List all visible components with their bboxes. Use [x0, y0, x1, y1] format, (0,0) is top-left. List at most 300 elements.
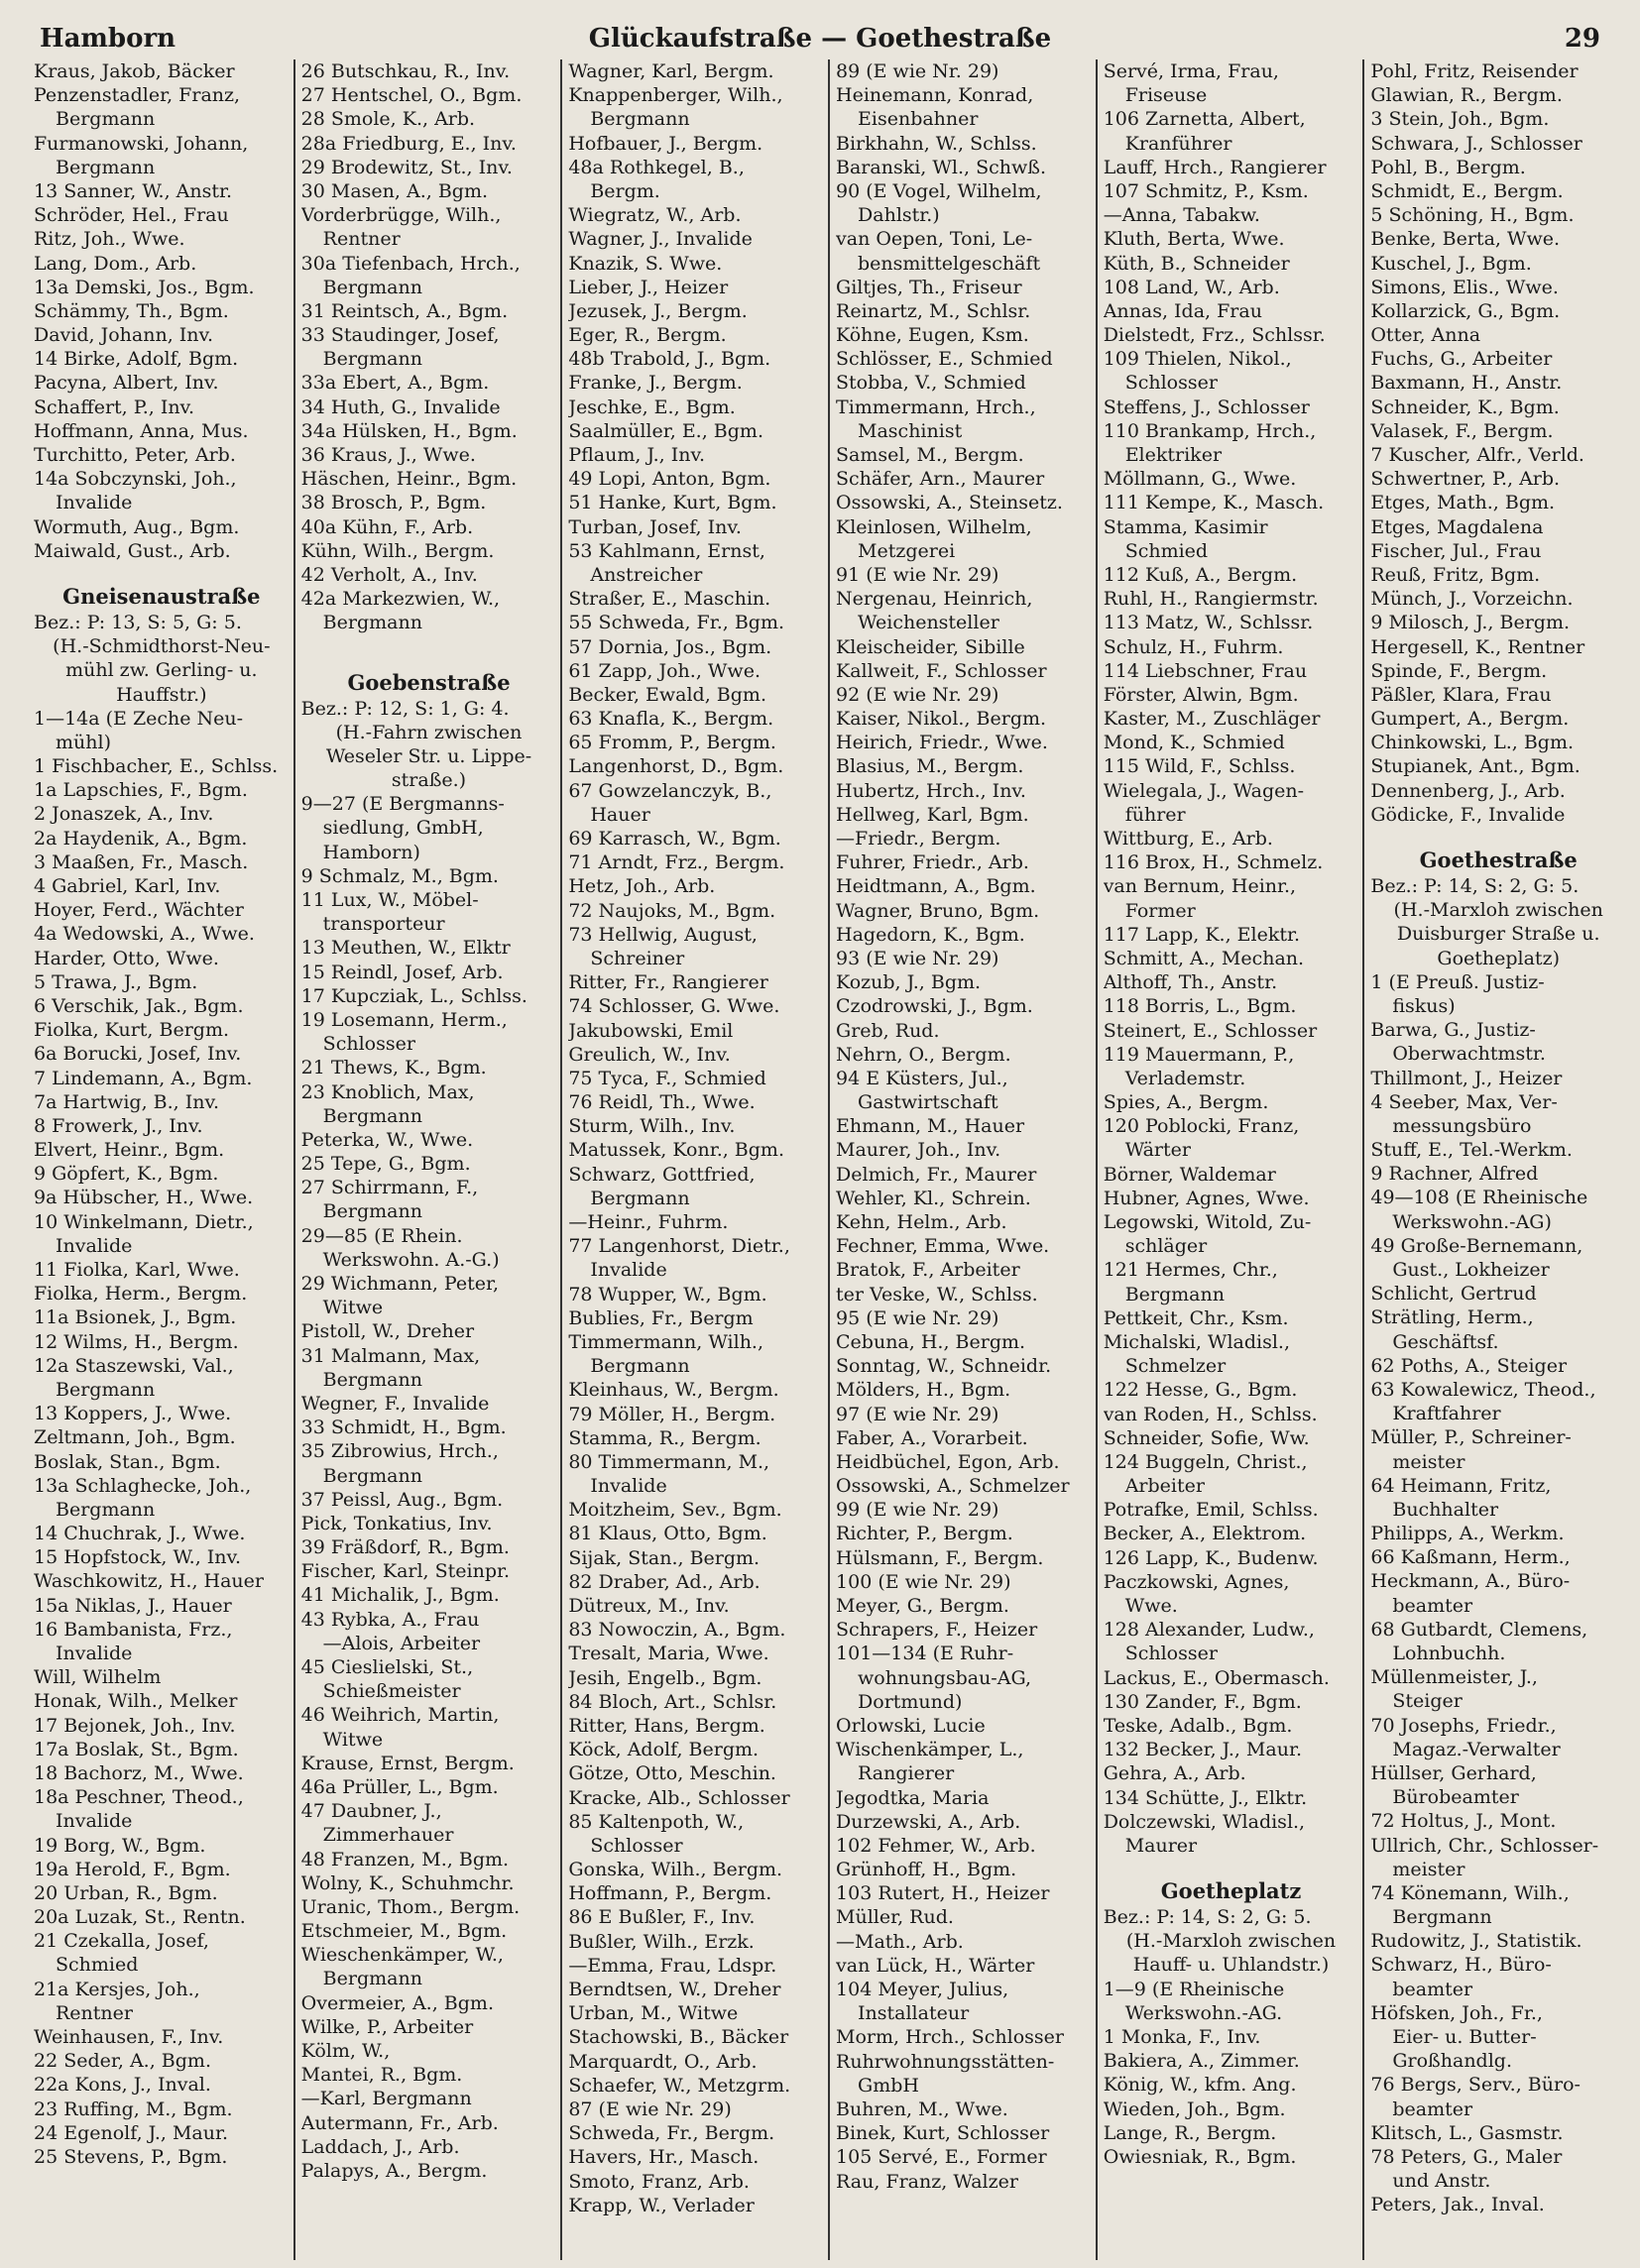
directory-entry: Harder, Otto, Wwe. [34, 947, 219, 969]
directory-entry: Paczkowski, Agnes, [1103, 1570, 1290, 1593]
entry-continuation: Schreiner [590, 947, 685, 969]
directory-entry: van Bernum, Heinr., [1103, 875, 1297, 898]
directory-entry: 1 Monka, F., Inv. [1103, 2026, 1261, 2048]
directory-entry: 74 Könemann, Wilh., [1370, 1881, 1570, 1904]
directory-entry: Maiwald, Gust., Arb. [34, 539, 231, 562]
directory-entry: Weinhausen, F., Inv. [34, 2026, 224, 2048]
directory-entry: 28 Smole, K., Arb. [300, 108, 476, 131]
directory-entry: 124 Buggeln, Christ., [1103, 1450, 1308, 1473]
directory-entry: 15 Hopfstock, W., Inv. [34, 1546, 242, 1569]
directory-entry: 33 Schmidt, H., Bgm. [300, 1417, 507, 1439]
street-description: Hauffstr.) [116, 683, 207, 706]
directory-entry: Heinemann, Konrad, [836, 84, 1034, 107]
directory-entry: 2 Jonaszek, A., Inv. [34, 803, 214, 826]
directory-entry: 61 Zapp, Joh., Wwe. [568, 659, 761, 682]
entry-continuation: Rangierer [858, 1762, 955, 1785]
directory-entry: 21a Kersjes, Joh., [34, 1978, 200, 2000]
directory-entry: 16 Bambanista, Frz., [34, 1618, 233, 1641]
directory-entry: 17a Boslak, St., Bgm. [34, 1738, 239, 1760]
directory-entry: van Oepen, Toni, Le- [836, 228, 1033, 251]
directory-entry: Tresalt, Maria, Wwe. [568, 1643, 769, 1665]
directory-entry: Chinkowski, L., Bgm. [1370, 732, 1574, 754]
directory-entry: 4a Wedowski, A., Wwe. [34, 923, 255, 946]
column-6 [1362, 59, 1630, 2260]
entry-continuation: Eisenbahner [858, 108, 979, 131]
directory-entry: Krause, Ernst, Bergm. [300, 1752, 515, 1774]
directory-entry: Bußler, Wilh., Erzk. [568, 1930, 755, 1953]
directory-entry: Fischer, Karl, Steinpr. [300, 1560, 511, 1583]
directory-entry: Schulz, H., Fuhrm. [1103, 635, 1284, 658]
directory-entry: Rudowitz, J., Statistik. [1370, 1930, 1582, 1953]
entry-continuation: Friseuse [1124, 84, 1208, 107]
directory-entry: 13 Meuthen, W., Elktr [300, 937, 511, 960]
directory-entry: Ritter, Hans, Bergm. [568, 1714, 765, 1737]
entry-continuation: beamter [1392, 1594, 1473, 1617]
directory-entry: 29 Brodewitz, St., Inv. [300, 156, 513, 178]
directory-entry: 99 (E wie Nr. 29) [836, 1499, 999, 1522]
street-description: (H.-Marxloh zwischen [1125, 1930, 1337, 1953]
entry-continuation: Arbeiter [1124, 1475, 1205, 1498]
directory-entry: Kaster, M., Zuschläger [1103, 708, 1321, 731]
directory-entry: 23 Ruffing, M., Bgm. [34, 2098, 233, 2120]
street-heading: Goetheplatz [1160, 1878, 1302, 1904]
directory-entry: Müllenmeister, J., [1370, 1666, 1538, 1689]
directory-entry: 27 Schirrmann, F., [300, 1177, 479, 1199]
directory-entry: 105 Servé, E., Former [836, 2146, 1047, 2169]
street-heading: Goebenstraße [347, 669, 511, 695]
directory-entry: David, Johann, Inv. [34, 324, 214, 347]
directory-entry: Stobba, V., Schmied [836, 372, 1026, 395]
directory-entry: 25 Tepe, G., Bgm. [300, 1153, 471, 1176]
directory-entry: 1a Lapschies, F., Bgm. [34, 779, 248, 802]
directory-entry: Kraus, Jakob, Bäcker [34, 60, 235, 82]
directory-entry: Hoffmann, Anna, Mus. [34, 419, 249, 442]
directory-entry: Lauff, Hrch., Rangierer [1103, 156, 1327, 178]
entry-continuation: Schlosser [1124, 1643, 1218, 1665]
directory-entry: Simons, Elis., Wwe. [1370, 276, 1559, 298]
directory-entry: 126 Lapp, K., Budenw. [1103, 1546, 1319, 1569]
entry-continuation: GmbH [858, 2074, 919, 2097]
directory-entry: Havers, Hr., Masch. [568, 2146, 760, 2169]
entry-continuation: Former [1124, 899, 1196, 922]
entry-continuation: Werkswohn.-AG. [1124, 2001, 1283, 2024]
directory-entry: 30 Masen, A., Bgm. [300, 179, 489, 202]
directory-entry: Urban, M., Witwe [568, 2002, 739, 2025]
entry-continuation: siedlung, GmbH, [322, 817, 484, 840]
directory-entry: 23 Knoblich, Max, [300, 1080, 475, 1103]
directory-entry: Schäfer, Arn., Maurer [836, 468, 1045, 491]
street-description: mühl zw. Gerling- u. [65, 659, 258, 682]
directory-entry: 17 Kupcziak, L., Schlss. [300, 984, 527, 1007]
directory-entry: 46a Prüller, L., Bgm. [300, 1775, 499, 1798]
entry-continuation: Bergmann [322, 612, 422, 634]
directory-entry: 7a Hartwig, B., Inv. [34, 1090, 219, 1113]
entry-continuation: Invalide [56, 1810, 133, 1833]
directory-entry: 66 Kaßmann, Herm., [1370, 1546, 1571, 1569]
directory-entry: —Emma, Frau, Ldspr. [568, 1954, 777, 1977]
street-description: (H.-Marxloh zwischen [1393, 899, 1603, 922]
entry-continuation: beamter [1392, 1978, 1473, 2000]
directory-entry: Schlicht, Gertrud [1370, 1283, 1537, 1305]
directory-entry: 71 Arndt, Frz., Bergm. [568, 851, 785, 874]
directory-entry: Kölm, W., [300, 2040, 391, 2062]
directory-entry: 17 Bejonek, Joh., Inv. [34, 1714, 236, 1737]
directory-entry: 122 Hesse, G., Bgm. [1103, 1379, 1298, 1402]
directory-entry: 5 Schöning, H., Bgm. [1370, 204, 1575, 227]
directory-entry: Hubner, Agnes, Wwe. [1103, 1187, 1310, 1209]
directory-entry: 25 Stevens, P., Bgm. [34, 2145, 228, 2168]
directory-entry: Köhne, Eugen, Ksm. [836, 324, 1029, 347]
directory-entry: Stupianek, Ant., Bgm. [1370, 755, 1581, 778]
directory-entry: Schwara, J., Schlosser [1370, 132, 1582, 155]
directory-entry: 7 Lindemann, A., Bgm. [34, 1067, 253, 1089]
directory-entry: Heidtmann, A., Bgm. [836, 875, 1036, 898]
entry-continuation: Wwe. [1124, 1595, 1178, 1617]
directory-entry: Schämmy, Th., Bgm. [34, 299, 229, 322]
directory-entry: —Karl, Bergmann [300, 2088, 472, 2110]
directory-entry: Gonska, Wilh., Bergm. [568, 1859, 783, 1881]
columns [28, 59, 1630, 2260]
entry-continuation: Invalide [590, 1259, 667, 1282]
directory-entry: Schaefer, W., Metzgrm. [568, 2074, 791, 2097]
directory-entry: 121 Hermes, Chr., [1103, 1259, 1278, 1282]
entry-continuation: Zimmerhauer [322, 1824, 454, 1847]
directory-entry: 29 Wichmann, Peter, [300, 1273, 500, 1295]
entry-continuation: Geschäftsf. [1392, 1330, 1499, 1353]
directory-entry: 22 Seder, A., Bgm. [34, 2050, 211, 2073]
header-title: Glückaufstraße — Goethestraße [588, 24, 1052, 54]
directory-entry: Schlösser, E., Schmied [836, 348, 1053, 371]
directory-entry: Mölders, H., Bgm. [836, 1379, 1011, 1402]
directory-entry: Kallweit, F., Schlosser [836, 659, 1047, 682]
entry-continuation: Anstreicher [590, 563, 703, 586]
directory-entry: Sijak, Stan., Bergm. [568, 1546, 761, 1569]
entry-continuation: Invalide [56, 492, 133, 514]
directory-entry: Straßer, E., Maschin. [568, 588, 771, 611]
directory-entry: Furmanowski, Johann, [34, 132, 249, 155]
directory-entry: Elvert, Heinr., Bgm. [34, 1139, 225, 1162]
directory-entry: Sturm, Wilh., Inv. [568, 1115, 736, 1138]
directory-entry: 113 Matz, W., Schlssr. [1103, 612, 1314, 634]
directory-entry: 30a Tiefenbach, Hrch., [300, 252, 521, 275]
entry-continuation: schläger [1124, 1235, 1208, 1258]
directory-entry: 27 Hentschel, O., Bgm. [300, 84, 523, 107]
directory-entry: 75 Tyca, F., Schmied [568, 1067, 766, 1089]
directory-entry: 31 Reintsch, A., Bgm. [300, 299, 509, 322]
column-2 [293, 59, 561, 2260]
directory-entry: Münch, J., Vorzeichn. [1370, 588, 1574, 611]
entry-continuation: Dahlstr.) [858, 204, 940, 227]
directory-entry: Steffens, J., Schlosser [1103, 396, 1310, 418]
directory-entry: 1 Fischbacher, E., Schlss. [34, 755, 279, 778]
entry-continuation: Kraftfahrer [1392, 1403, 1501, 1425]
directory-entry: 4 Seeber, Max, Ver- [1370, 1090, 1558, 1113]
entry-continuation: Magaz.-Verwalter [1392, 1738, 1561, 1760]
entry-continuation: Verlademstr. [1124, 1067, 1246, 1089]
directory-entry: Delmich, Fr., Maurer [836, 1163, 1037, 1186]
directory-entry: 117 Lapp, K., Elektr. [1103, 923, 1301, 946]
directory-entry: 9 Milosch, J., Bergm. [1370, 612, 1571, 634]
directory-entry: 15 Reindl, Josef, Arb. [300, 961, 504, 983]
directory-entry: Knappenberger, Wilh., [568, 84, 783, 107]
directory-entry: Althoff, Th., Anstr. [1103, 971, 1278, 994]
column-4 [828, 59, 1096, 2260]
directory-entry: 84 Bloch, Art., Schlsr. [568, 1690, 777, 1713]
directory-entry: Turban, Josef, Inv. [568, 515, 742, 538]
directory-entry: 9 Göpfert, K., Bgm. [34, 1163, 219, 1186]
directory-entry: 41 Michalik, J., Bgm. [300, 1584, 500, 1607]
directory-entry: Wagner, Bruno, Bgm. [836, 899, 1040, 922]
directory-entry: 33 Staudinger, Josef, [300, 324, 500, 347]
directory-entry: 34 Huth, G., Invalide [300, 396, 501, 418]
directory-entry: Fischer, Jul., Frau [1370, 539, 1542, 562]
directory-entry: 12a Staszewski, Val., [34, 1354, 234, 1377]
directory-entry: 13a Demski, Jos., Bgm. [34, 276, 255, 298]
directory-entry: König, W., kfm. Ang. [1103, 2074, 1297, 2097]
directory-entry: Wilke, P., Arbeiter [300, 2015, 474, 2038]
entry-continuation: Schmelzer [1124, 1355, 1227, 1378]
directory-entry: Ossowski, A., Schmelzer [836, 1475, 1070, 1498]
directory-entry: Gödicke, F., Invalide [1370, 803, 1566, 826]
directory-entry: 128 Alexander, Ludw., [1103, 1619, 1315, 1642]
header-left: Hamborn [40, 24, 176, 54]
directory-entry: Thillmont, J., Heizer [1370, 1067, 1563, 1089]
entry-continuation: Bergmann [322, 1968, 422, 1990]
directory-entry: 132 Becker, J., Maur. [1103, 1739, 1302, 1761]
directory-entry: Timmermann, Wilh., [568, 1330, 764, 1353]
directory-entry: Spinde, F., Bergm. [1370, 659, 1548, 682]
entry-continuation: Rentner [56, 2001, 133, 2024]
entry-continuation: Bergmann [1392, 1906, 1492, 1929]
directory-entry: 12 Wilms, H., Bergm. [34, 1330, 239, 1353]
directory-entry: Kühn, Wilh., Bergm. [300, 539, 495, 562]
directory-entry: Buhren, M., Wwe. [836, 2098, 1008, 2120]
directory-entry: Wegner, F., Invalide [300, 1392, 490, 1415]
directory-entry: 93 (E wie Nr. 29) [836, 947, 999, 969]
directory-entry: 87 (E wie Nr. 29) [568, 2098, 732, 2120]
entry-continuation: Bergmann [322, 348, 422, 371]
entry-continuation: Bergmann [322, 1368, 422, 1391]
directory-entry: —Heinr., Fuhrm. [568, 1211, 729, 1233]
street-description: Duisburger Straße u. [1396, 923, 1600, 946]
directory-entry: 134 Schütte, J., Elktr. [1103, 1786, 1308, 1809]
directory-entry: Rau, Franz, Walzer [836, 2170, 1018, 2193]
entry-continuation: Rentner [322, 228, 401, 251]
directory-entry: 11 Fiolka, Karl, Wwe. [34, 1259, 240, 1281]
directory-entry: Mantei, R., Bgm. [300, 2064, 463, 2087]
directory-entry: Pohl, B., Bergm. [1370, 156, 1526, 178]
entry-continuation: meister [1392, 1450, 1465, 1473]
directory-entry: Matussek, Konr., Bgm. [568, 1139, 784, 1162]
directory-entry: 47 Daubner, J., [300, 1800, 442, 1823]
directory-entry: 36 Kraus, J., Wwe. [300, 444, 476, 466]
directory-entry: ter Veske, W., Schlss. [836, 1283, 1038, 1305]
directory-entry: Cebuna, H., Bergm. [836, 1330, 1026, 1353]
directory-entry: Schröder, Hel., Frau [34, 204, 229, 227]
street-description: (H.-Fahrn zwischen [335, 721, 523, 743]
directory-entry: Bez.: P: 14, S: 2, G: 5. [1103, 1906, 1312, 1929]
directory-entry: Grünhoff, H., Bgm. [836, 1859, 1017, 1881]
directory-entry: Köck, Adolf, Bergm. [568, 1739, 760, 1761]
entry-continuation: Steiger [1392, 1690, 1463, 1713]
directory-entry: 42 Verholt, A., Inv. [300, 563, 478, 586]
directory-entry: Orlowski, Lucie [836, 1714, 986, 1737]
directory-entry: Dolczewski, Wladisl., [1103, 1810, 1306, 1833]
directory-entry: 115 Wild, F., Schlss. [1103, 755, 1296, 778]
entry-continuation: Oberwachtmstr. [1392, 1043, 1546, 1066]
directory-entry: Schrapers, F., Heizer [836, 1619, 1038, 1642]
directory-entry: 1—9 (E Rheinische [1103, 1978, 1285, 2000]
directory-entry: 68 Gutbardt, Clemens, [1370, 1618, 1588, 1641]
directory-entry: Wieden, Joh., Bgm. [1103, 2098, 1286, 2120]
directory-entry: 95 (E wie Nr. 29) [836, 1306, 999, 1329]
street-description: straße.) [391, 769, 467, 792]
entry-continuation: transporteur [322, 913, 445, 936]
directory-entry: 92 (E wie Nr. 29) [836, 683, 999, 706]
directory-entry: Binek, Kurt, Schlosser [836, 2122, 1050, 2145]
directory-entry: 112 Kuß, A., Bergm. [1103, 563, 1298, 586]
directory-entry: Spies, A., Bergm. [1103, 1091, 1269, 1114]
directory-entry: Lange, R., Bergm. [1103, 2121, 1277, 2144]
directory-entry: Heirich, Friedr., Wwe. [836, 732, 1048, 754]
directory-entry: 72 Holtus, J., Mont. [1370, 1810, 1557, 1833]
directory-entry: Waschkowitz, H., Hauer [34, 1570, 264, 1593]
directory-entry: Jakubowski, Emil [568, 1019, 734, 1042]
directory-entry: 14a Sobczynski, Joh., [34, 468, 237, 491]
directory-entry: Will, Wilhelm [34, 1666, 162, 1689]
entry-continuation: Invalide [56, 1234, 133, 1257]
directory-entry: Durzewski, A., Arb. [836, 1810, 1021, 1833]
directory-entry: Klitsch, L., Gasmstr. [1370, 2121, 1564, 2144]
directory-entry: Fechner, Emma, Wwe. [836, 1235, 1050, 1258]
entry-continuation: Gust., Lokheizer [1392, 1259, 1550, 1281]
entry-continuation: Schießmeister [322, 1680, 461, 1703]
entry-continuation: Buchhalter [1392, 1498, 1499, 1521]
directory-entry: 26 Butschkau, R., Inv. [300, 60, 511, 82]
directory-entry: 64 Heimann, Fritz, [1370, 1474, 1552, 1497]
directory-entry: 6 Verschik, Jak., Bgm. [34, 994, 244, 1017]
directory-entry: Ullrich, Chr., Schlosser- [1370, 1834, 1599, 1857]
entry-continuation: Witwe [322, 1297, 384, 1319]
directory-entry: Moitzheim, Sev., Bgm. [568, 1499, 782, 1522]
directory-entry: Wagner, Karl, Bergm. [568, 60, 774, 82]
directory-entry: 74 Schlosser, G. Wwe. [568, 995, 780, 1018]
entry-continuation: Bergmann [590, 108, 690, 131]
directory-entry: Wischenkämper, L., [836, 1739, 1024, 1761]
spacer [34, 563, 290, 577]
directory-entry: Owiesniak, R., Bgm. [1103, 2145, 1297, 2168]
directory-entry: 28a Friedburg, E., Inv. [300, 132, 517, 155]
directory-entry: Potrafke, Emil, Schlss. [1103, 1499, 1319, 1522]
directory-entry: Laddach, J., Arb. [300, 2135, 460, 2158]
entry-continuation: meister [1392, 1858, 1465, 1880]
entry-continuation: Schlosser [1124, 372, 1218, 395]
directory-entry: Pick, Tonkatius, Inv. [300, 1512, 493, 1534]
directory-entry: Bratok, F., Arbeiter [836, 1259, 1020, 1282]
directory-entry: Baxmann, H., Anstr. [1370, 372, 1563, 395]
directory-entry: Palapys, A., Bergm. [300, 2159, 488, 2182]
directory-entry: Overmeier, A., Bgm. [300, 1991, 494, 2014]
directory-entry: Faber, A., Vorarbeit. [836, 1426, 1028, 1449]
directory-entry: Hofbauer, J., Bergm. [568, 132, 763, 155]
directory-entry: Schweda, Fr., Bergm. [568, 2122, 775, 2145]
directory-entry: 7 Kuscher, Alfr., Verld. [1370, 444, 1584, 466]
entry-continuation: wohnungsbau-AG, [858, 1666, 1031, 1689]
directory-entry: 34a Hülsken, H., Bgm. [300, 419, 518, 442]
directory-entry: 1—14a (E Zeche Neu- [34, 707, 244, 730]
entry-continuation: Schmied [56, 1954, 139, 1977]
directory-entry: 76 Bergs, Serv., Büro- [1370, 2074, 1581, 2097]
directory-entry: Hagedorn, K., Bgm. [836, 923, 1025, 946]
directory-entry: 22a Kons, J., Inval. [34, 2074, 211, 2097]
directory-entry: 40a Kühn, F., Arb. [300, 515, 474, 538]
directory-entry: Müller, Rud. [836, 1906, 954, 1929]
directory-entry: 80 Timmermann, M., [568, 1450, 770, 1473]
directory-entry: Wielegala, J., Wagen- [1103, 779, 1305, 802]
directory-entry: 9—27 (E Bergmanns- [300, 793, 505, 816]
directory-entry: Hetz, Joh., Arb. [568, 875, 716, 898]
directory-entry: Knazik, S. Wwe. [568, 252, 723, 275]
directory-entry: Peterka, W., Wwe. [300, 1128, 474, 1151]
directory-entry: Pohl, Fritz, Reisender [1370, 60, 1579, 82]
directory-entry: Jegodtka, Maria [836, 1786, 990, 1809]
directory-entry: 114 Liebschner, Frau [1103, 659, 1308, 682]
street-heading: Goethestraße [1419, 848, 1578, 872]
entry-continuation: Bergmann [590, 1355, 690, 1378]
directory-entry: —Anna, Tabakw. [1103, 204, 1260, 227]
directory-entry: Eger, R., Bergm. [568, 324, 727, 347]
directory-entry: 81 Klaus, Otto, Bgm. [568, 1523, 767, 1545]
directory-entry: Wagner, J., Invalide [568, 228, 753, 251]
directory-entry: Marquardt, O., Arb. [568, 2050, 758, 2073]
directory-entry: Börner, Waldemar [1103, 1163, 1276, 1186]
directory-entry: Hülsmann, F., Bergm. [836, 1546, 1044, 1569]
directory-entry: 21 Thews, K., Bgm. [300, 1057, 487, 1079]
directory-entry: Honak, Wilh., Melker [34, 1690, 238, 1713]
directory-entry: Kluth, Berta, Wwe. [1103, 228, 1285, 251]
entry-continuation: Hauer [590, 803, 650, 826]
directory-entry: 104 Meyer, Julius, [836, 1979, 1009, 2000]
directory-entry: 9 Rachner, Alfred [1370, 1163, 1539, 1186]
directory-entry: Saalmüller, E., Bgm. [568, 419, 763, 442]
directory-entry: 43 Rybka, A., Frau [300, 1608, 480, 1631]
spacer [301, 635, 557, 649]
directory-entry: Baranski, Wl., Schwß. [836, 156, 1046, 178]
entry-continuation: Bergmann [322, 1104, 422, 1127]
directory-entry: Kehn, Helm., Arb. [836, 1211, 1007, 1233]
directory-entry: Barwa, G., Justiz- [1370, 1019, 1536, 1042]
directory-entry: 15a Niklas, J., Hauer [34, 1594, 232, 1617]
column-3 [560, 59, 828, 2260]
directory-entry: Peters, Jak., Inval. [1370, 2194, 1545, 2216]
directory-entry: 19 Losemann, Herm., [300, 1008, 508, 1031]
directory-entry: Kleinlosen, Wilhelm, [836, 515, 1032, 538]
directory-entry: 107 Schmitz, P., Ksm. [1103, 179, 1309, 202]
directory-entry: 62 Poths, A., Steiger [1370, 1354, 1568, 1377]
directory-entry: Wehler, Kl., Schrein. [836, 1187, 1031, 1209]
street-description: Hauff- u. Uhlandstr.) [1132, 1954, 1330, 1977]
street-description: Goetheplatz) [1437, 947, 1560, 969]
entry-continuation: beamter [1392, 2098, 1473, 2120]
directory-entry: Schneider, K., Bgm. [1370, 396, 1560, 418]
directory-entry: 19a Herold, F., Bgm. [34, 1858, 231, 1880]
directory-entry: Greb, Rud. [836, 1019, 940, 1042]
entry-continuation: Großhandlg. [1392, 2050, 1512, 2073]
directory-entry: van Lück, H., Wärter [836, 1954, 1035, 1977]
directory-entry: Blasius, M., Bergm. [836, 755, 1024, 778]
directory-entry: 70 Josephs, Friedr., [1370, 1714, 1557, 1737]
directory-entry: Turchitto, Peter, Arb. [34, 444, 236, 466]
